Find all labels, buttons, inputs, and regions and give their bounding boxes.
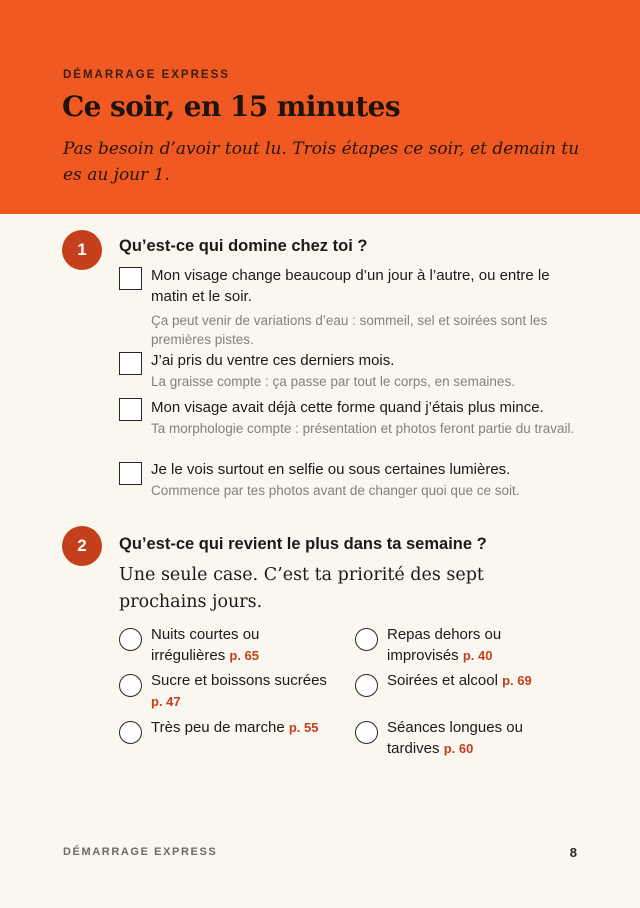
option-label: Soirées et alcool — [387, 672, 498, 689]
step-2-badge: 2 — [62, 526, 102, 566]
section-kicker: DÉMARRAGE EXPRESS — [63, 69, 230, 81]
checkbox-option-4[interactable] — [119, 462, 142, 485]
radio-option-4[interactable] — [355, 674, 378, 697]
option-label: Sucre et boissons sucrées — [151, 672, 327, 689]
checkbox-option-1[interactable] — [119, 267, 142, 290]
page-reference: p. 40 — [462, 648, 493, 663]
page-title: Ce soir, en 15 minutes — [62, 90, 401, 123]
page-reference: p. 60 — [443, 741, 474, 756]
step-2-question: Qu’est-ce qui revient le plus dans ta semaine ? — [119, 535, 487, 553]
option-label: Mon visage avait déjà cette forme quand j’étais plus mince. — [151, 399, 544, 416]
option-label: Séances longues ou tardives — [387, 719, 523, 757]
page-number: 8 — [569, 845, 577, 860]
option-hint: La graisse compte : ça passe par tout le corps, en semaines. — [151, 374, 515, 389]
header-banner — [0, 0, 640, 214]
option-label: Très peu de marche — [151, 719, 285, 736]
option-label: Mon visage change beaucoup d’un jour à l’autre, ou entre le matin et le soir. — [151, 267, 550, 305]
option-hint: Commence par tes photos avant de changer quoi que ce soit. — [151, 483, 520, 498]
step-1-question: Qu’est-ce qui domine chez toi ? — [119, 237, 368, 255]
option-label: Je le vois surtout en selfie ou sous certaines lumières. — [151, 461, 511, 478]
radio-option-2[interactable] — [355, 628, 378, 651]
radio-option-3-text — [151, 670, 331, 712]
page-reference: p. 65 — [229, 648, 259, 663]
checkbox-option-3[interactable] — [119, 398, 142, 421]
radio-option-6-text — [387, 717, 547, 759]
checkbox-option-1-text — [151, 265, 581, 349]
option-label: Repas dehors ou improvisés — [387, 626, 502, 664]
option-hint: Ta morphologie compte : présentation et photos feront partie du travail. — [151, 421, 575, 436]
page-reference: p. 55 — [288, 720, 319, 735]
option-label: Nuits courtes ou irrégulières — [151, 626, 260, 664]
option-label: J’ai pris du ventre ces derniers mois. — [151, 352, 395, 369]
checkbox-option-2-text — [151, 350, 581, 391]
page-reference: p. 69 — [502, 673, 532, 688]
checkbox-option-2[interactable] — [119, 352, 142, 375]
radio-option-3[interactable] — [119, 674, 142, 697]
radio-option-5-text — [151, 717, 351, 738]
page-subtitle: Pas besoin d’avoir tout lu. Trois étapes ce soir, et demain tu es au jour 1. — [63, 139, 580, 185]
radio-option-4-text — [387, 670, 587, 691]
radio-option-1[interactable] — [119, 628, 142, 651]
radio-option-2-text — [387, 624, 567, 666]
radio-option-1-text — [151, 624, 331, 666]
radio-option-5[interactable] — [119, 721, 142, 744]
option-hint: Ça peut venir de variations d’eau : sommeil, sel et soirées sont les premières pistes. — [151, 313, 548, 347]
footer-section-label: DÉMARRAGE EXPRESS — [63, 846, 218, 858]
checkbox-option-3-text — [151, 397, 581, 438]
page-reference: p. 47 — [151, 694, 181, 709]
step-2-instruction: Une seule case. C’est ta priorité des sept prochains jours. — [119, 565, 484, 612]
checkbox-option-4-text — [151, 459, 581, 500]
radio-option-6[interactable] — [355, 721, 378, 744]
step-1-badge: 1 — [62, 230, 102, 270]
